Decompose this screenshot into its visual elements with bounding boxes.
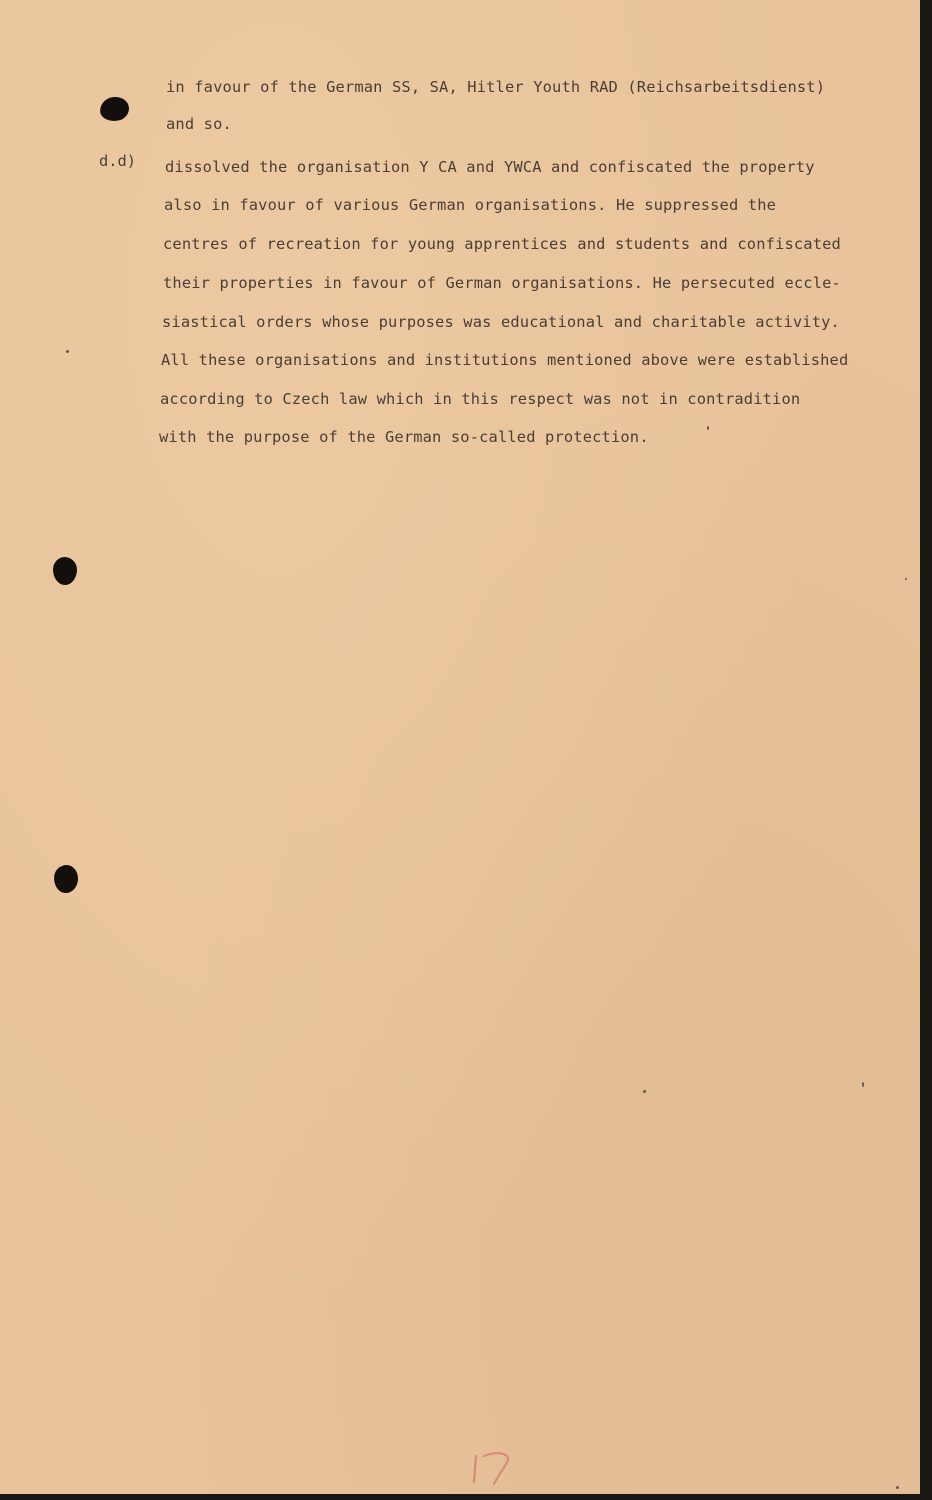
paper-speck	[862, 1082, 864, 1087]
paper-speck	[905, 578, 907, 580]
document-line-9: according to Czech law which in this respect was not in contradition	[160, 390, 801, 408]
document-line-8: All these organisations and institutions mentioned above were established	[161, 351, 849, 369]
document-line-1: in favour of the German SS, SA, Hitler Youth RAD (Reichsarbeitsdienst)	[166, 78, 826, 96]
document-line-3: dissolved the organisation Y CA and YWCA and confiscated the property	[165, 158, 815, 176]
document-line-4: also in favour of various German organisations. He suppressed the	[164, 196, 777, 214]
punch-hole-bottom	[53, 864, 79, 894]
paper-speck	[707, 426, 709, 430]
paper-speck	[66, 350, 69, 353]
document-line-5: centres of recreation for young apprentices and students and confiscated	[163, 235, 841, 253]
document-line-10: with the purpose of the German so-called protection.	[159, 428, 649, 446]
document-line-6: their properties in favour of German organisations. He persecuted eccle-	[163, 274, 841, 292]
document-line-7: siastical orders whose purposes was educational and charitable activity.	[162, 313, 840, 331]
document-line-2: and so.	[166, 115, 232, 133]
item-label: d.d)	[99, 152, 137, 170]
page-number-mark	[470, 1448, 514, 1488]
paper-speck	[896, 1486, 899, 1489]
punch-hole-middle	[53, 557, 77, 585]
punch-hole-top	[98, 95, 130, 123]
paper-speck	[643, 1090, 646, 1093]
